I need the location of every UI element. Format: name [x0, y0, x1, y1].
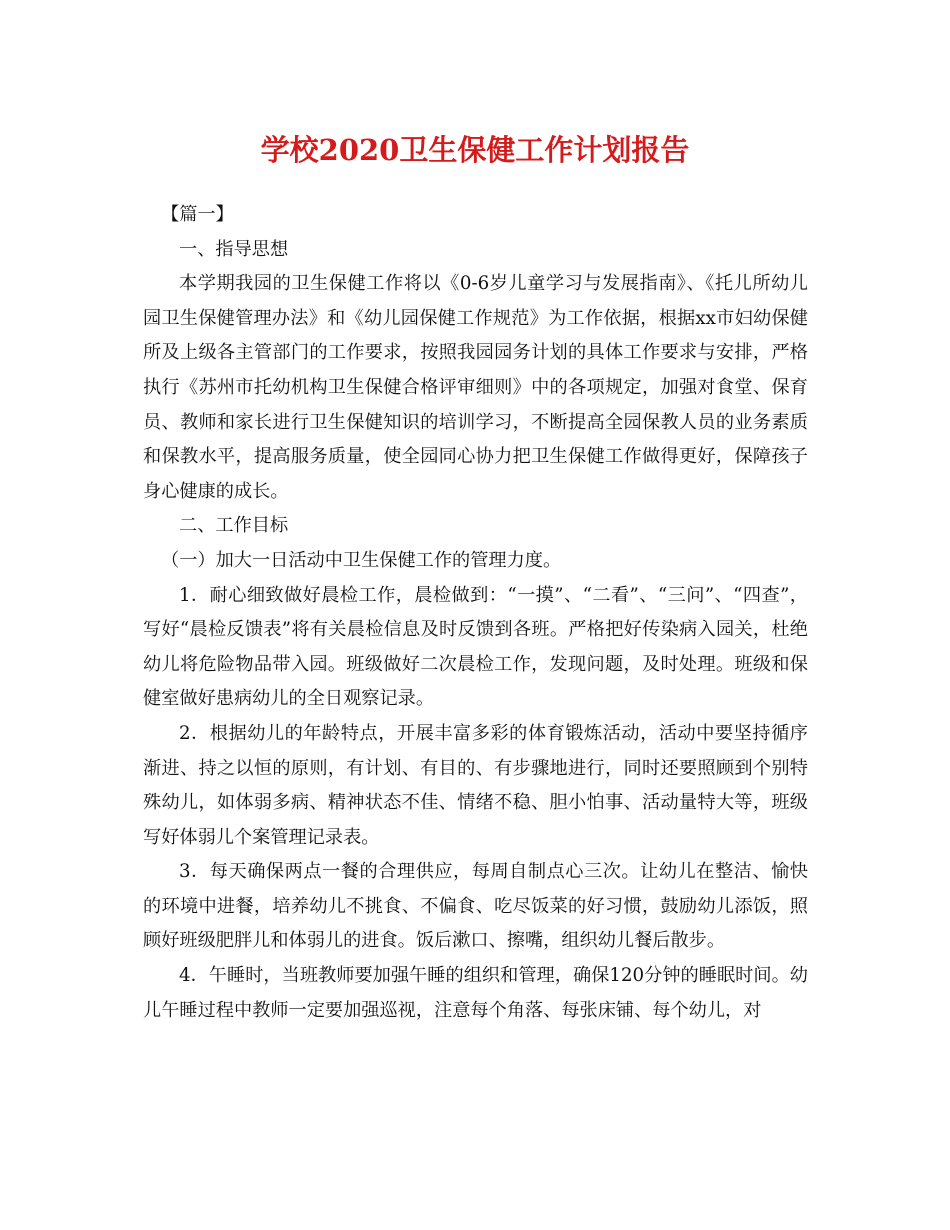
section-heading: 二、工作目标 [179, 515, 289, 537]
body-paragraph: 本学期我园的卫生保健工作将以《0-6岁儿童学习与发展指南》、《托儿所幼儿园卫生保健管理办法》和《幼儿园保健工作规范》为工作依据，根据xx市妇幼保健所及上级各主管部门的工作要求，按照我园园务计划的具体工作要求与安排，严格执行《苏州市托幼机构卫生保健合格评审细则》中的各项规定，加强对食堂、保育员、教师和家长进行卫生保健知识的培训学习，不断提高全园保教人员的业务素质和保教水平，提高服务质量，使全园同心协力把卫生保健工作做得更好，保障孩子身心健康的成长。 [143, 273, 808, 502]
section-heading: 一、指导思想 [179, 238, 289, 260]
body-paragraph: 3．每天确保两点一餐的合理供应，每周自制点心三次。让幼儿在整洁、愉快的环境中进餐，培养幼儿不挑食、不偏食、吃尽饭菜的好习惯，鼓励幼儿添饭，照顾好班级肥胖儿和体弱儿的进食。饭后漱口、擦嘴，组织幼儿餐后散步。 [143, 861, 808, 952]
subsection-heading: （一）加大一日活动中卫生保健工作的管理力度。 [161, 549, 562, 571]
body-paragraph: 4．午睡时，当班教师要加强午睡的组织和管理，确保120分钟的睡眠时间。幼儿午睡过程中教师一定要加强巡视，注意每个角落、每张床铺、每个幼儿，对 [143, 965, 808, 1021]
body-paragraph: 2．根据幼儿的年龄特点，开展丰富多彩的体育锻炼活动，活动中要坚持循序渐进、持之以恒的原则，有计划、有目的、有步骤地进行，同时还要照顾到个别特殊幼儿，如体弱多病、精神状态不佳、情绪不稳、胆小怕事、活动量特大等，班级写好体弱儿个案管理记录表。 [143, 722, 808, 848]
document-body [143, 198, 808, 1028]
body-paragraph: 1．耐心细致做好晨检工作，晨检做到：“一摸”、“二看”、“三问”、“四查”，写好“晨检反馈表”将有关晨检信息及时反馈到各班。严格把好传染病入园关，杜绝幼儿将危险物品带入园。班级做好二次晨检工作，发现问题，及时处理。班级和保健室做好患病幼儿的全日观察记录。 [143, 584, 808, 710]
section-marker: 【篇一】 [161, 204, 234, 225]
document-title: 学校2020卫生保健工作计划报告 [260, 133, 690, 167]
